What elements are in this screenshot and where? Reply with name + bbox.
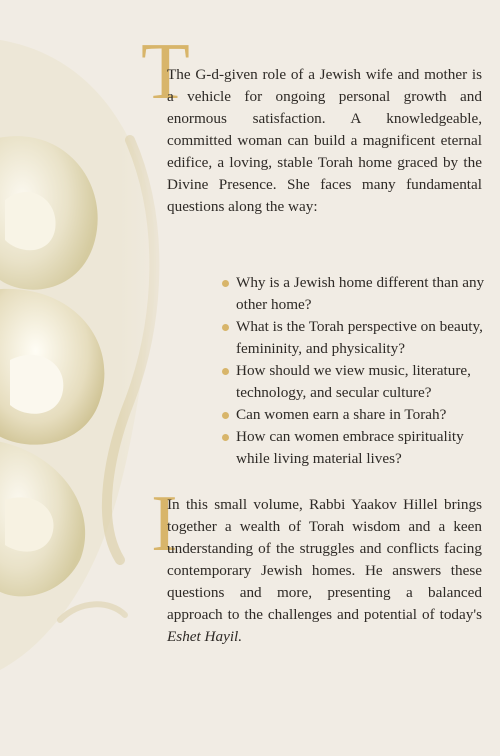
closing-emphasis: Eshet Hayil. xyxy=(167,628,243,645)
question-text: Why is a Jewish home different than any other home? xyxy=(236,274,485,313)
closing-text: In this small volume, Rabbi Yaakov Hillel brings together a wealth of Torah wisdom and a keen understanding of the struggles and conflicts facing contemporary Jewish homes. He answers these questions and more, presenting a balanced approach to the challenges and potential of today's xyxy=(167,496,482,623)
bullet-icon xyxy=(222,434,229,441)
closing-paragraph xyxy=(167,494,482,648)
question-list xyxy=(222,272,487,470)
question-text: What is the Torah perspective on beauty, femininity, and physicality? xyxy=(236,318,483,357)
intro-paragraph-block xyxy=(167,64,482,218)
intro-paragraph: The G-d-given role of a Jewish wife and mother is a vehicle for ongoing personal growth and enormous satisfaction. A knowledgeable, committed woman can build a magnificent eternal edifice, a loving, stable Torah home graced by the Divine Presence. She faces many fundamental questions along the way: xyxy=(167,66,482,215)
bullet-icon xyxy=(222,412,229,419)
bullet-icon xyxy=(222,324,229,331)
list-item xyxy=(222,272,487,316)
list-item xyxy=(222,316,487,360)
closing-paragraph-block xyxy=(167,494,482,648)
list-item xyxy=(222,404,487,426)
closing-dropcap: I xyxy=(151,480,178,568)
list-item xyxy=(222,426,487,470)
bullet-icon xyxy=(222,280,229,287)
question-text: Can women earn a share in Torah? xyxy=(236,406,447,423)
question-text: How can women embrace spirituality while living material lives? xyxy=(236,428,464,467)
bullet-icon xyxy=(222,368,229,375)
list-item xyxy=(222,360,487,404)
question-text: How should we view music, literature, technology, and secular culture? xyxy=(236,362,471,401)
intro-dropcap: T xyxy=(141,28,190,116)
